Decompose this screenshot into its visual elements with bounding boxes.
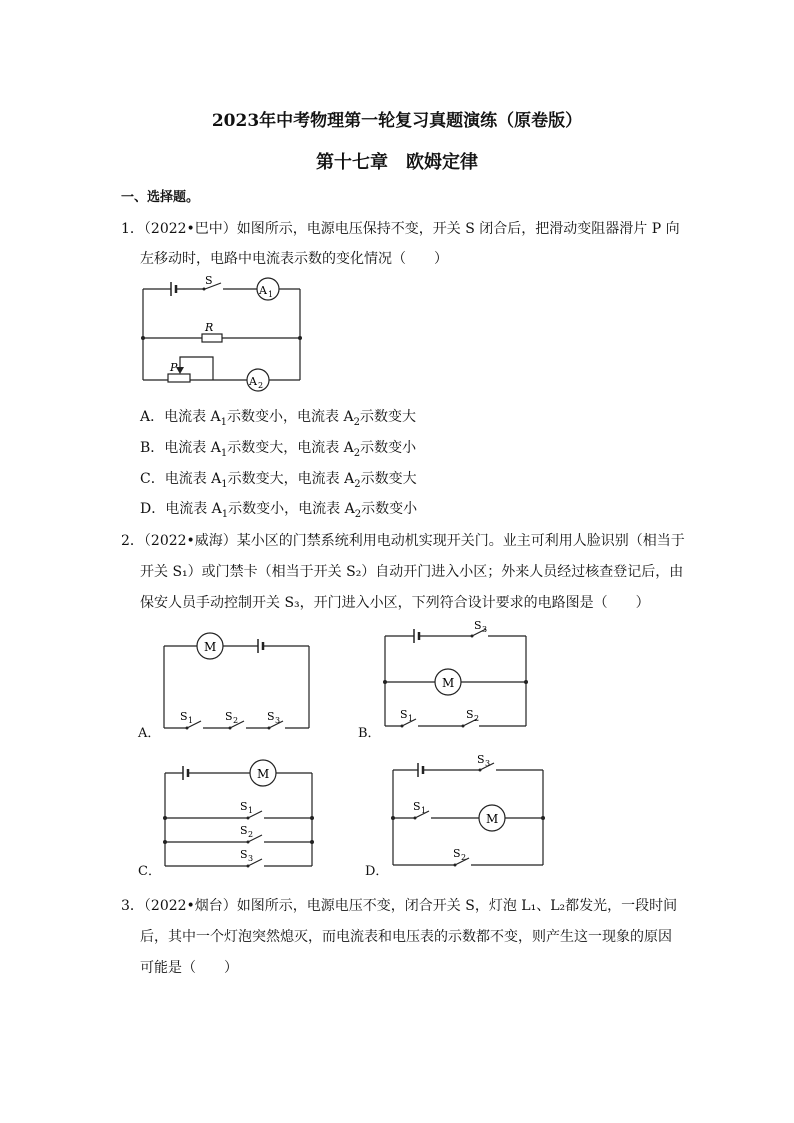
svg-text:1: 1 <box>248 806 254 815</box>
chapter-title: 第十七章 欧姆定律 <box>316 152 478 173</box>
q3-stem-line2: 后，其中一个灯泡突然熄灭，而电流表和电压表的示数都不变，则产生这一现象的原因 <box>140 929 672 945</box>
section-heading: 一、选择题。 <box>121 190 200 205</box>
svg-text:M: M <box>486 812 499 826</box>
q2-stem-line1: 2．（2022•威海）某小区的门禁系统利用电动机实现开关门。业主可利用人脸识别（相当于 <box>121 533 685 549</box>
q2-circuit-d <box>385 752 550 872</box>
svg-text:1: 1 <box>408 714 414 723</box>
q2-circuit-b <box>378 618 538 733</box>
svg-text:3: 3 <box>248 854 254 863</box>
q2-stem-line3: 保安人员手动控制开关 S₃，开门进入小区，下列符合设计要求的电路图是（ ） <box>140 595 650 611</box>
svg-text:S: S <box>267 710 275 723</box>
svg-text:S: S <box>400 708 408 721</box>
svg-text:2: 2 <box>233 716 239 725</box>
resistor-label: R <box>205 321 214 334</box>
q1-stem-line1: 1．（2022•巴中）如图所示，电源电压保持不变，开关 S 闭合后，把滑动变阻器滑片 P 向 <box>121 221 680 237</box>
svg-text:S: S <box>240 848 248 861</box>
svg-text:S: S <box>225 710 233 723</box>
q2-stem-line2: 开关 S₁）或门禁卡（相当于开关 S₂）自动开门进入小区；外来人员经过核查登记后，由 <box>140 564 684 580</box>
q3-stem-line1: 3．（2022•烟台）如图所示，电源电压不变，闭合开关 S，灯泡 L₁、L₂都发光，一段时间 <box>121 898 678 914</box>
q1-option-d[interactable]: D．电流表 $A_1$示数变小，电流表 $A_2$示数变小 <box>140 501 418 520</box>
page-title: 2023年中考物理第一轮复习真题演练（原卷版） <box>211 111 583 131</box>
q1-stem-line2: 左移动时，电路中电流表示数的变化情况（ ） <box>140 251 448 267</box>
switch-s-label: S <box>205 275 213 287</box>
svg-text:S: S <box>180 710 188 723</box>
svg-text:3: 3 <box>275 716 281 725</box>
svg-text:S: S <box>240 800 248 813</box>
svg-text:2: 2 <box>248 830 254 839</box>
svg-text:3: 3 <box>485 759 491 768</box>
resistor-r-icon <box>202 334 222 342</box>
q2-circuit-a <box>155 628 320 738</box>
svg-text:3: 3 <box>482 625 488 634</box>
q1-circuit-diagram <box>135 275 315 395</box>
q1-option-a[interactable]: A．电流表 $A_1$示数变小，电流表 $A_2$示数变大 <box>140 409 416 428</box>
svg-text:1: 1 <box>188 716 194 725</box>
q2-option-c-label[interactable]: C． <box>138 864 161 879</box>
svg-text:S: S <box>413 800 421 813</box>
q2-option-d-label[interactable]: D． <box>365 864 389 879</box>
svg-text:1: 1 <box>421 806 427 815</box>
ammeter-a1-label: A <box>259 284 267 297</box>
svg-text:S: S <box>474 619 482 632</box>
q1-option-b[interactable]: B．电流表 $A_1$示数变大，电流表 $A_2$示数变小 <box>140 440 417 459</box>
slider-label: P <box>170 361 178 374</box>
q1-option-c[interactable]: C．电流表 $A_1$示数变大，电流表 $A_2$示数变大 <box>140 471 417 490</box>
svg-text:S: S <box>453 847 461 860</box>
svg-text:2: 2 <box>474 714 480 723</box>
svg-text:S: S <box>240 824 248 837</box>
ammeter-a2-label: A <box>249 375 257 388</box>
rheostat-icon <box>168 374 190 382</box>
svg-text:1: 1 <box>268 290 274 299</box>
svg-text:M: M <box>204 640 217 654</box>
svg-text:M: M <box>257 767 270 781</box>
q3-stem-line3: 可能是（ ） <box>140 960 238 976</box>
svg-text:2: 2 <box>461 853 467 862</box>
q2-circuit-c <box>158 758 323 873</box>
svg-text:2: 2 <box>258 381 264 390</box>
svg-text:S: S <box>477 753 485 766</box>
q2-option-b-label[interactable]: B． <box>358 726 381 741</box>
svg-text:S: S <box>466 708 474 721</box>
svg-text:M: M <box>442 676 455 690</box>
q2-option-a-label[interactable]: A． <box>138 726 161 741</box>
